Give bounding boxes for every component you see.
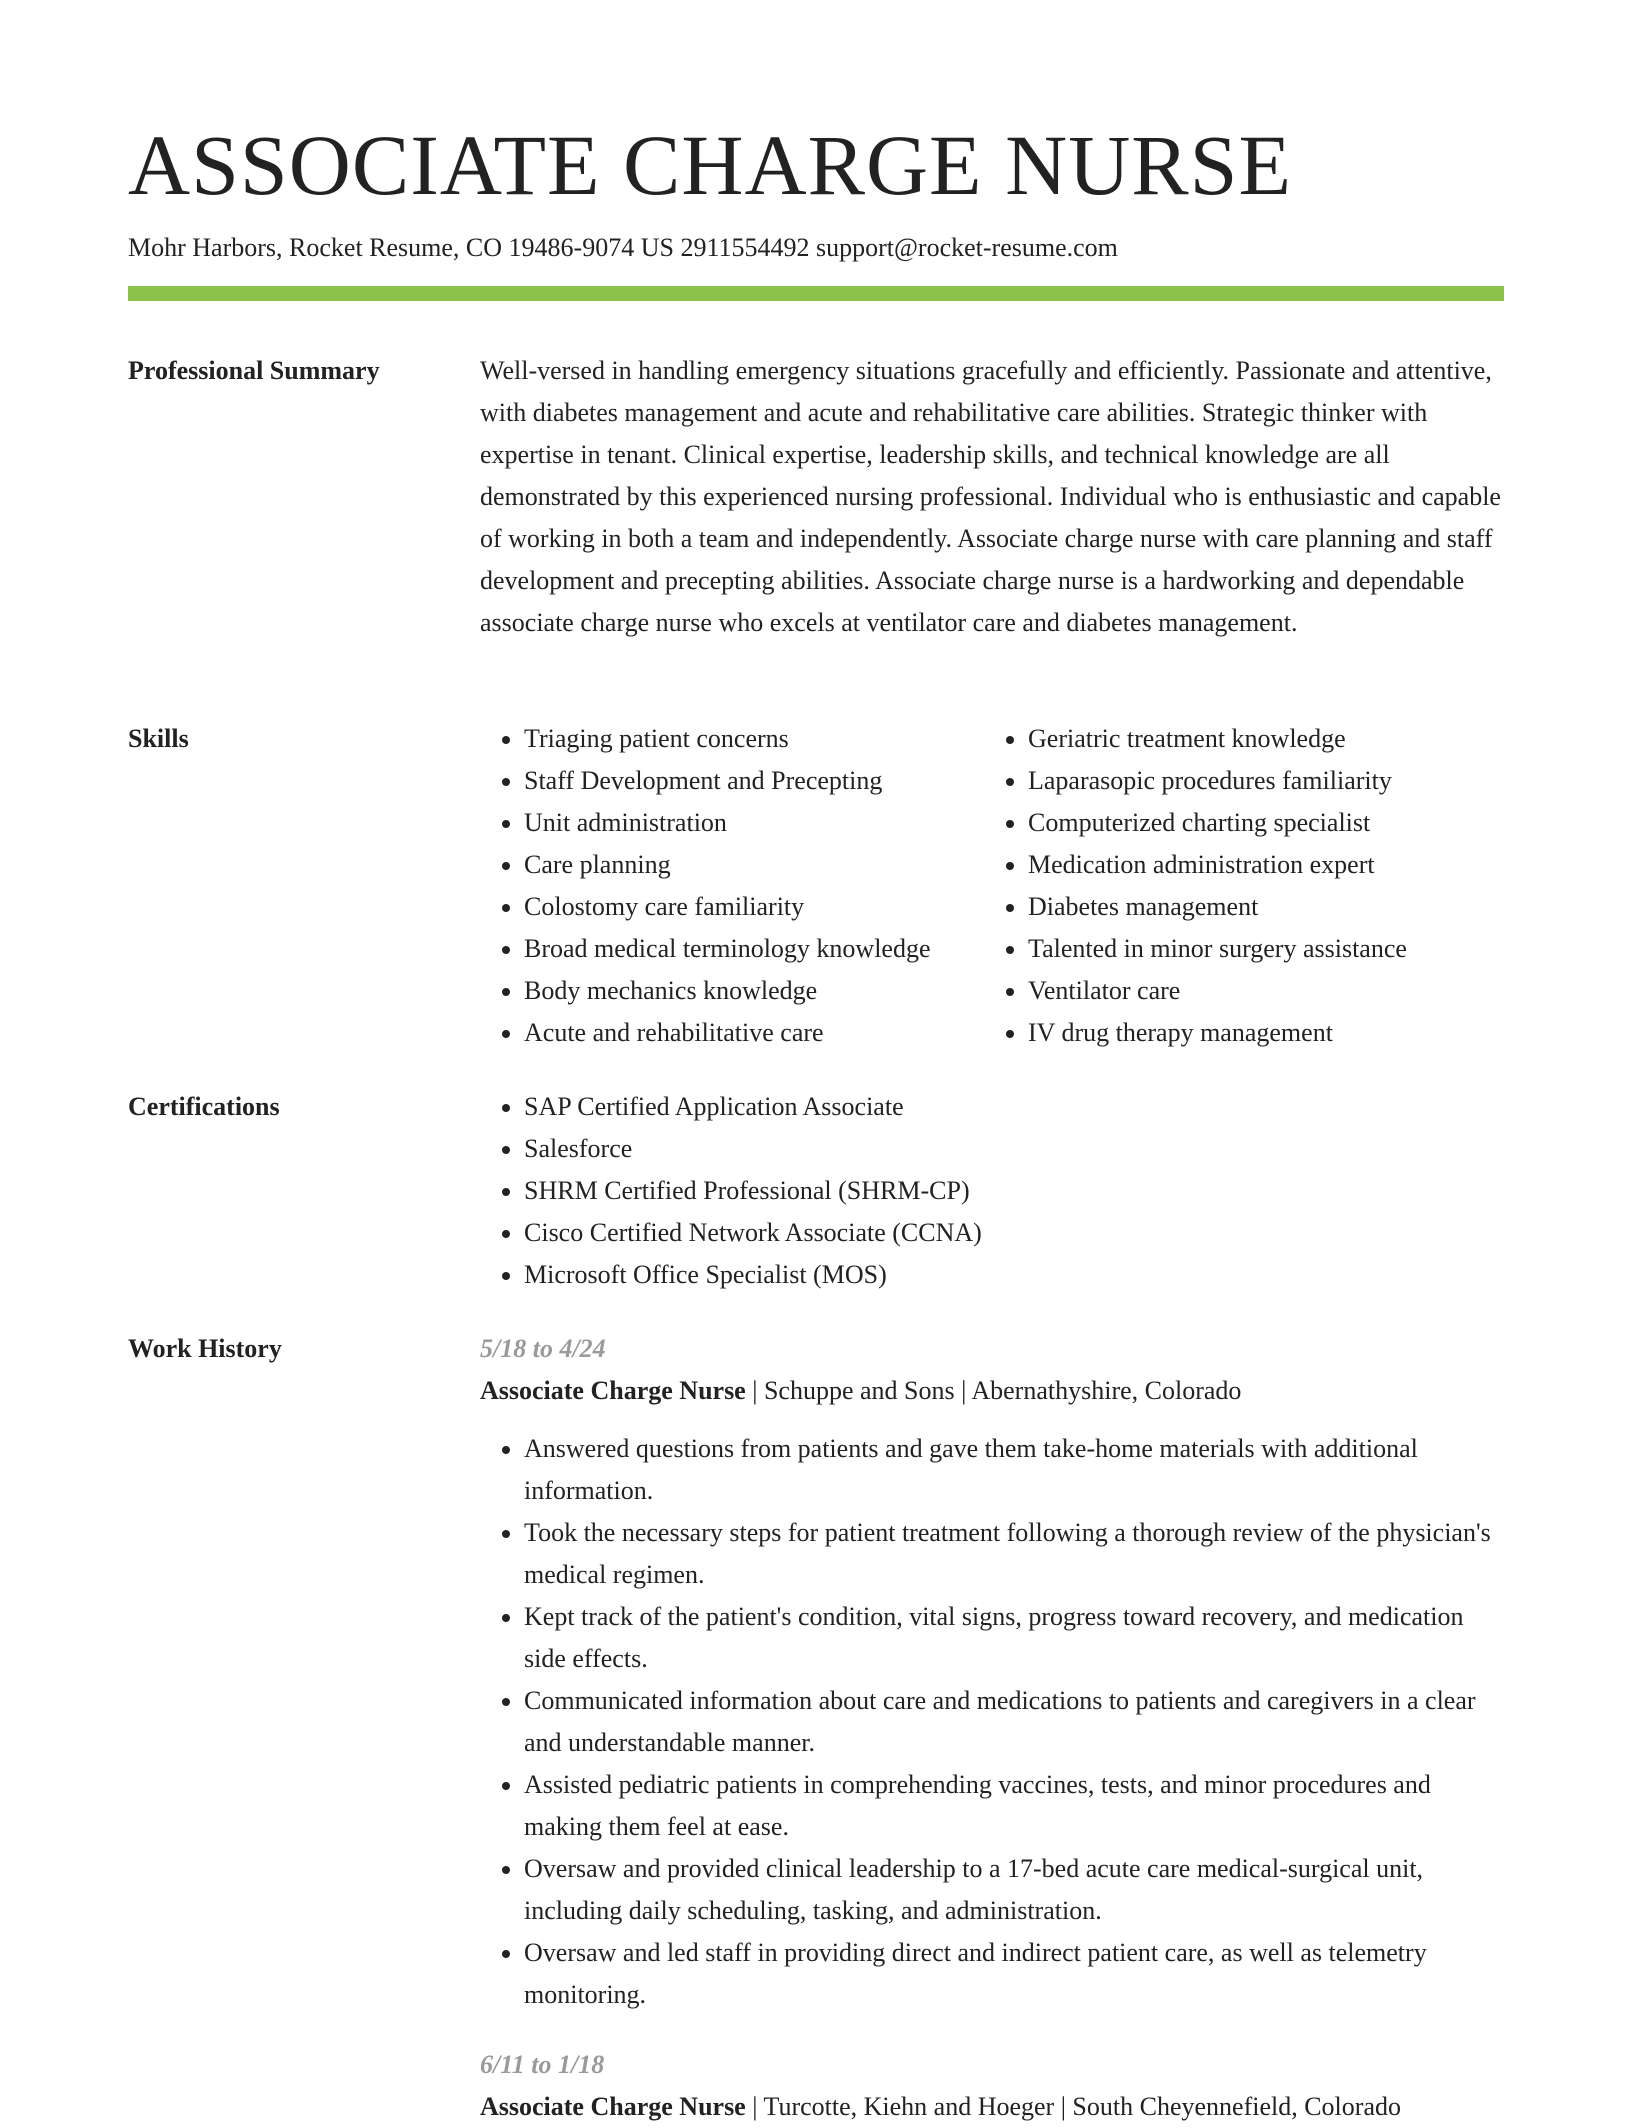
skill-item: • Care planning	[524, 844, 984, 886]
work-history-body	[480, 1328, 1504, 2128]
certifications-heading: Certifications	[128, 1092, 280, 1121]
skills-column-right	[984, 718, 1504, 1054]
certifications-list	[480, 1086, 1504, 1296]
job-duty-item: • Assisted pediatric patients in comprehending vaccines, tests, and minor procedures and making them feel at ease.	[524, 1764, 1504, 1848]
skills-column-left	[480, 718, 984, 1054]
skills-list-right	[984, 718, 1504, 1054]
skills-heading: Skills	[128, 724, 189, 753]
job-duty-item: • Oversaw and led staff in providing direct and indirect patient care, as well as telemetry monitoring.	[524, 1932, 1504, 2016]
job-heading	[480, 2086, 1504, 2128]
job-title: Associate Charge Nurse	[480, 1376, 746, 1405]
skill-item: • Staff Development and Precepting	[524, 760, 984, 802]
job-title: Associate Charge Nurse	[480, 2092, 746, 2121]
job-duty-item: • Kept track of the patient's condition, vital signs, progress toward recovery, and medication side effects.	[524, 1596, 1504, 1680]
job-details: | Schuppe and Sons | Abernathyshire, Colorado	[745, 1376, 1242, 1405]
skill-item: • Talented in minor surgery assistance	[1028, 928, 1504, 970]
summary-text: Well-versed in handling emergency situations gracefully and efficiently. Passionate and attentive, with diabetes management and acute and rehabilitative care abilities. Strategic thinker with expertise in tenant. Clinical expertise, leadership skills, and technical knowledge are all demonstrated by this experienced nursing professional. Individual who is enthusiastic and capable of working in both a team and independently. Associate charge nurse with care planning and staff development and precepting abilities. Associate charge nurse is a hardworking and dependable associate charge nurse who excels at ventilator care and diabetes management.	[480, 356, 1501, 637]
job-duty-item: • Oversaw and provided clinical leadership to a 17-bed acute care medical-surgical unit, including daily scheduling, tasking, and administration.	[524, 1848, 1504, 1932]
work-history-heading: Work History	[128, 1334, 282, 1363]
skill-item: • Acute and rehabilitative care	[524, 1012, 984, 1054]
job-entry	[480, 1328, 1504, 2016]
job-entry	[480, 2044, 1504, 2128]
job-duty-item: • Took the necessary steps for patient treatment following a thorough review of the physician's medical regimen.	[524, 1512, 1504, 1596]
skill-item: • Colostomy care familiarity	[524, 886, 984, 928]
skill-item: • Diabetes management	[1028, 886, 1504, 928]
certification-item: • Microsoft Office Specialist (MOS)	[524, 1254, 1504, 1296]
skill-item: • IV drug therapy management	[1028, 1012, 1504, 1054]
job-dates: 5/18 to 4/24	[480, 1334, 606, 1363]
skill-item: • Triaging patient concerns	[524, 718, 984, 760]
certifications-body	[480, 1086, 1504, 1296]
resume-title: ASSOCIATE CHARGE NURSE	[128, 117, 1293, 213]
job-duty-item: • Communicated information about care and medications to patients and caregivers in a clear and understandable manner.	[524, 1680, 1504, 1764]
skill-item: • Ventilator care	[1028, 970, 1504, 1012]
job-heading	[480, 1370, 1504, 1412]
header-divider	[128, 286, 1504, 301]
certification-item: • SAP Certified Application Associate	[524, 1086, 1504, 1128]
skill-item: • Computerized charting specialist	[1028, 802, 1504, 844]
certification-item: • Salesforce	[524, 1128, 1504, 1170]
certification-item: • SHRM Certified Professional (SHRM-CP)	[524, 1170, 1504, 1212]
job-duties-list	[480, 1428, 1504, 2016]
job-duty-item: • Answered questions from patients and gave them take-home materials with additional information.	[524, 1428, 1504, 1512]
skill-item: • Geriatric treatment knowledge	[1028, 718, 1504, 760]
job-dates: 6/11 to 1/18	[480, 2050, 605, 2079]
certification-item: • Cisco Certified Network Associate (CCNA)	[524, 1212, 1504, 1254]
skills-list-left	[480, 718, 984, 1054]
skill-item: • Medication administration expert	[1028, 844, 1504, 886]
job-details: | Turcotte, Kiehn and Hoeger | South Cheyennefield, Colorado	[745, 2092, 1401, 2121]
skill-item: • Laparasopic procedures familiarity	[1028, 760, 1504, 802]
contact-line: Mohr Harbors, Rocket Resume, CO 19486-9074 US 2911554492 support@rocket-resume.com	[128, 233, 1118, 262]
skill-item: • Broad medical terminology knowledge	[524, 928, 984, 970]
skill-item: • Body mechanics knowledge	[524, 970, 984, 1012]
summary-body	[480, 350, 1504, 644]
skill-item: • Unit administration	[524, 802, 984, 844]
summary-heading: Professional Summary	[128, 356, 380, 385]
skills-body	[480, 718, 1504, 1054]
